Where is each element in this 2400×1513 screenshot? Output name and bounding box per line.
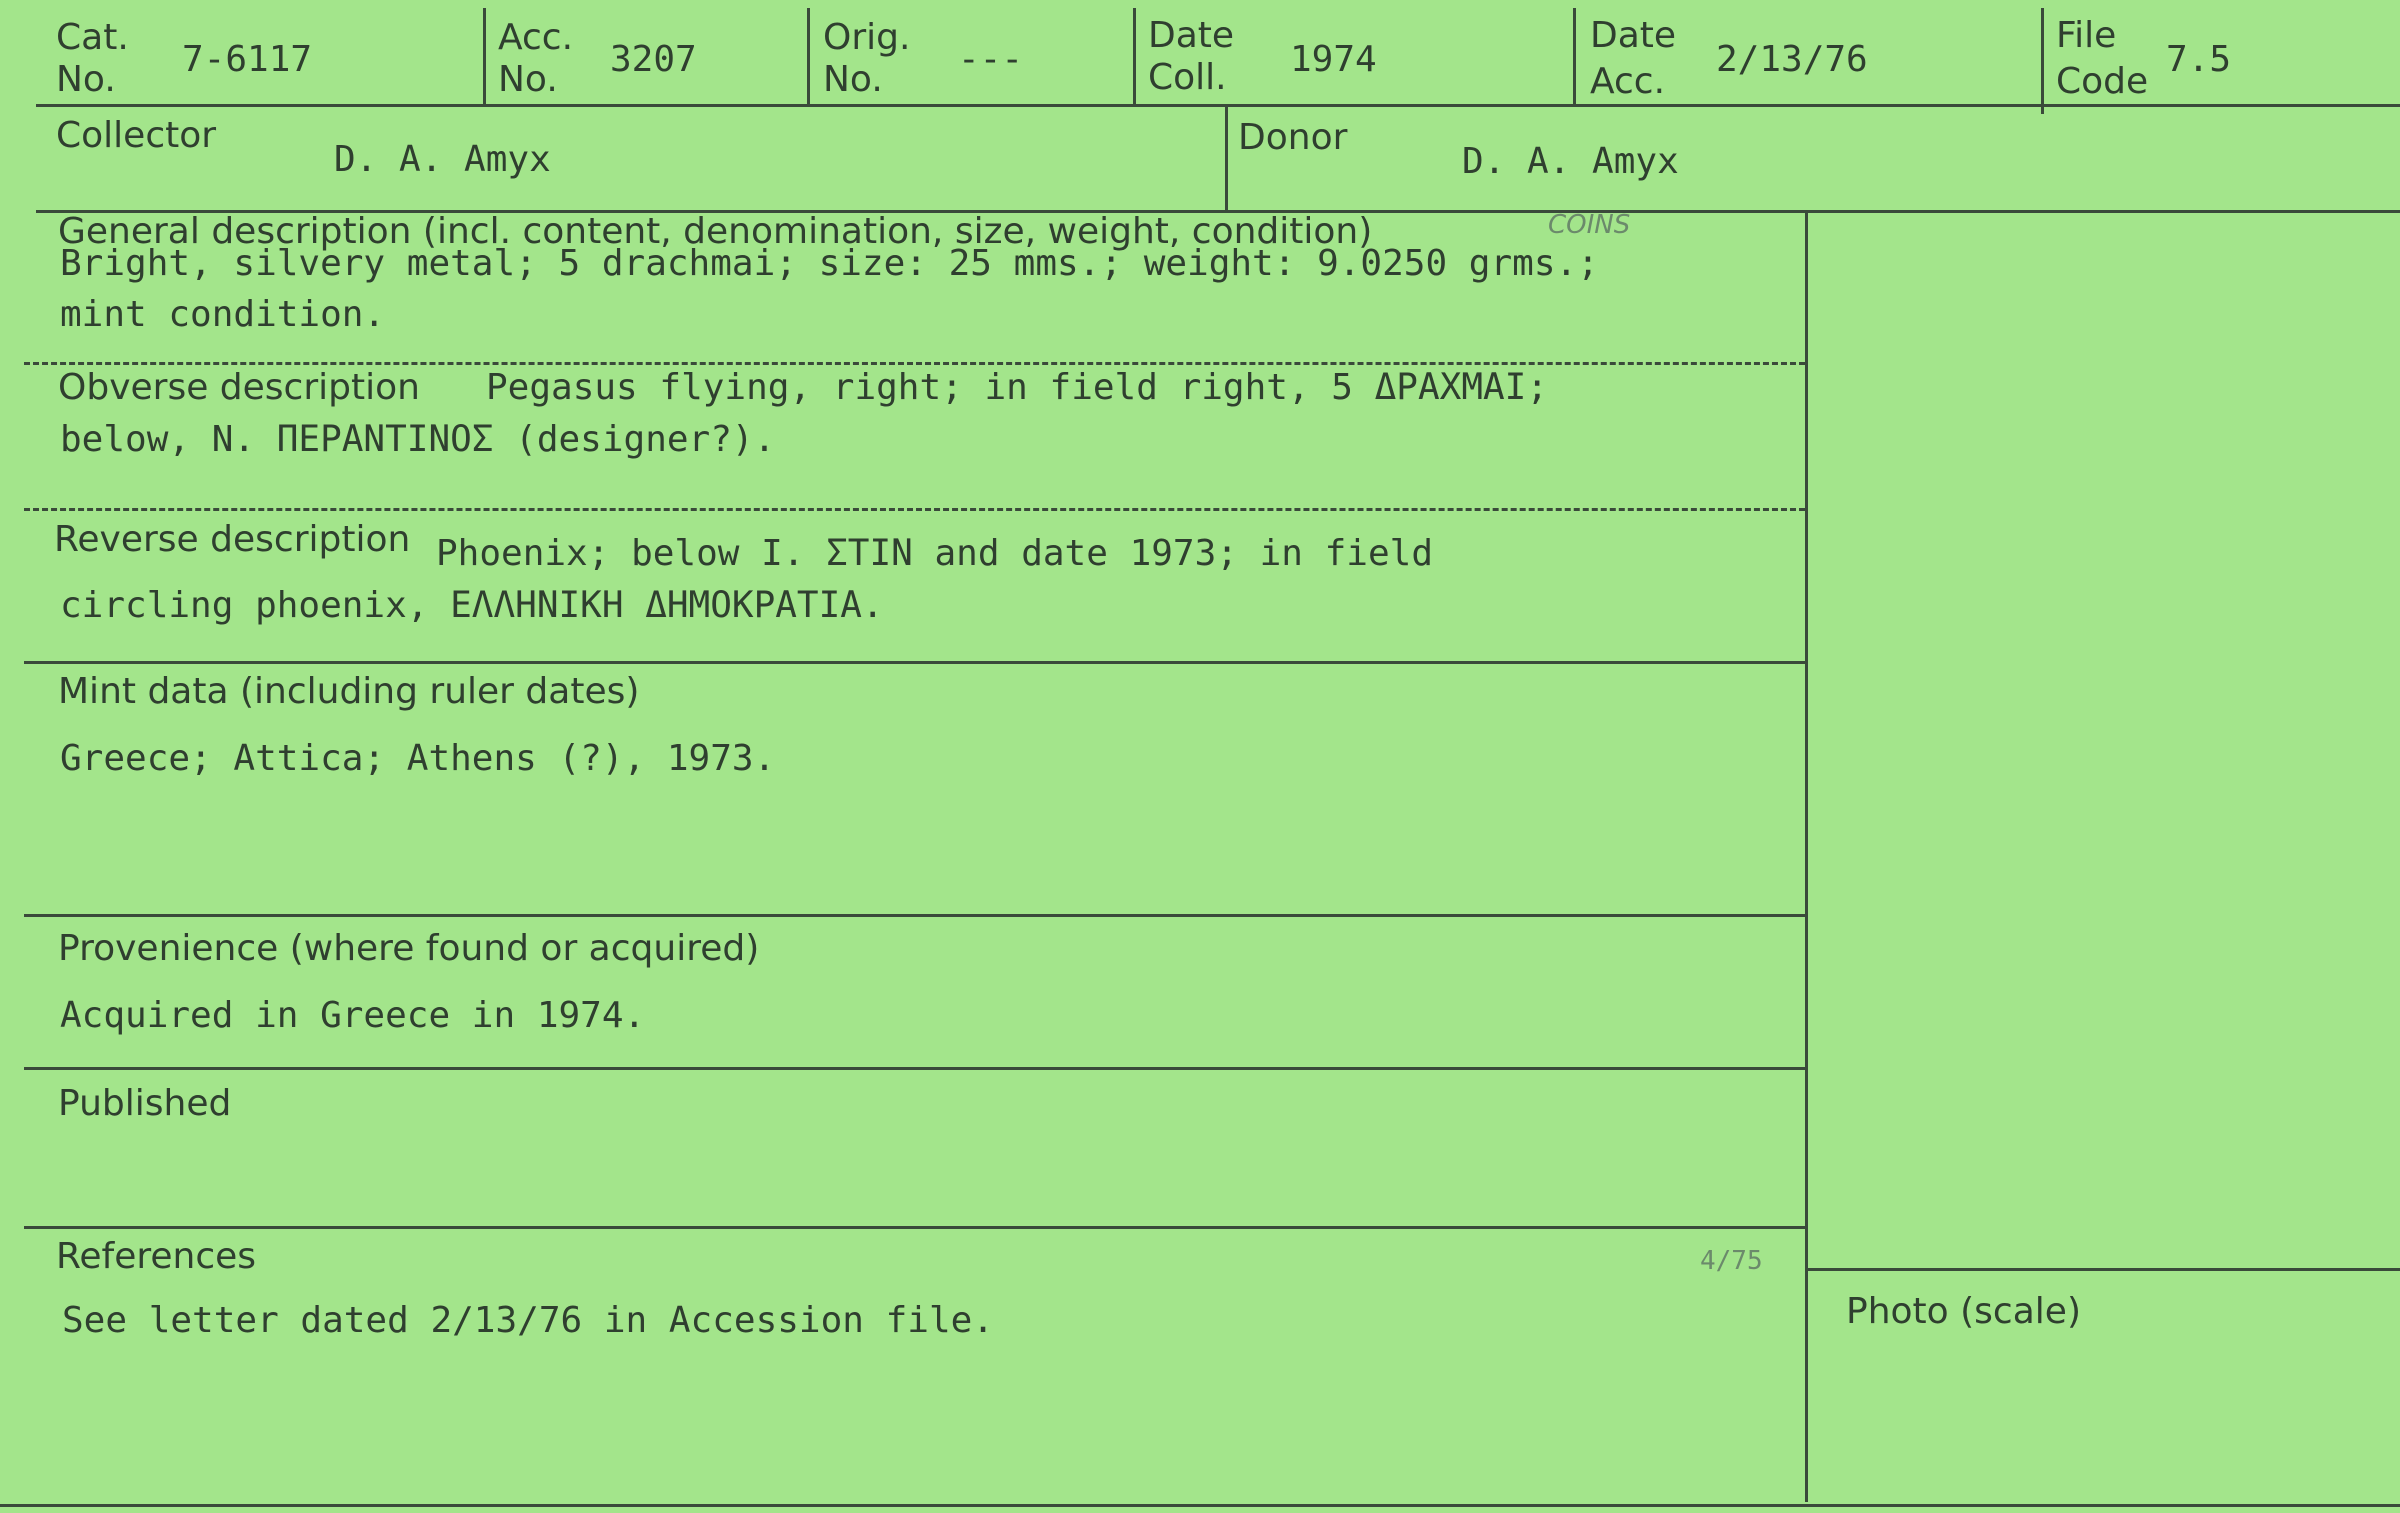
published-label: Published bbox=[58, 1083, 232, 1124]
coins-annotation: COINS bbox=[1548, 210, 1631, 240]
obverse-description-label: Obverse description bbox=[58, 367, 420, 408]
date-coll-value: 1974 bbox=[1290, 39, 1377, 80]
collector-value: D. A. Amyx bbox=[334, 139, 551, 180]
acc-no-label-line2: No. bbox=[498, 59, 558, 100]
date-coll-label-line1: Date bbox=[1148, 15, 1235, 56]
provenience-label: Provenience (where found or acquired) bbox=[58, 928, 760, 969]
collector-donor-divider bbox=[1225, 106, 1228, 212]
acc-no-value: 3207 bbox=[610, 39, 697, 80]
header-divider-4 bbox=[1573, 8, 1576, 106]
photo-column-divider bbox=[1805, 212, 1808, 1502]
cat-no-label-line2: No. bbox=[56, 59, 116, 100]
date-coll-label-line2: Coll. bbox=[1148, 57, 1227, 98]
photo-top-rule bbox=[1805, 1268, 2400, 1271]
obverse-description-line1: Pegasus flying, right; in field right, 5 ΔΡΑΧΜΑΙ; bbox=[486, 367, 1549, 408]
acc-no-label-line1: Acc. bbox=[498, 17, 574, 58]
collector-label: Collector bbox=[56, 115, 217, 156]
mint-bottom-rule bbox=[24, 914, 1805, 917]
general-description-line2: mint condition. bbox=[60, 294, 386, 335]
date-acc-label-line1: Date bbox=[1590, 15, 1677, 56]
date-acc-label-line2: Acc. bbox=[1590, 61, 1666, 102]
mint-data-label: Mint data (including ruler dates) bbox=[58, 671, 640, 712]
cat-no-label-line1: Cat. bbox=[56, 17, 129, 58]
date-acc-value: 2/13/76 bbox=[1716, 39, 1868, 80]
general-description-label: General description (incl. content, denomination, size, weight, condition) bbox=[58, 211, 1373, 252]
orig-no-label-line1: Orig. bbox=[823, 17, 911, 58]
card-bottom-rule bbox=[0, 1504, 2400, 1507]
general-bottom-dashed-rule bbox=[24, 362, 1805, 365]
obverse-description-line2: below, N. ΠΕΡΑΝΤΙΝΟΣ (designer?). bbox=[60, 419, 776, 460]
form-code: 4/75 bbox=[1700, 1246, 1763, 1276]
photo-scale-label: Photo (scale) bbox=[1846, 1291, 2081, 1332]
file-code-value: 7.5 bbox=[2166, 39, 2232, 80]
mint-data-value: Greece; Attica; Athens (?), 1973. bbox=[60, 738, 776, 779]
reverse-description-line1: Phoenix; below I. ΣΤΙΝ and date 1973; in field bbox=[436, 533, 1433, 574]
cat-no-value: 7-6117 bbox=[182, 39, 313, 80]
references-label: References bbox=[56, 1236, 257, 1277]
references-value: See letter dated 2/13/76 in Accession file. bbox=[62, 1300, 994, 1341]
reverse-bottom-rule bbox=[24, 661, 1805, 664]
orig-no-label-line2: No. bbox=[823, 59, 883, 100]
provenience-bottom-rule bbox=[24, 1067, 1805, 1070]
donor-label: Donor bbox=[1238, 117, 1348, 158]
reverse-description-line2: circling phoenix, ΕΛΛΗΝΙΚΗ ΔΗΜΟΚΡΑΤΙΑ. bbox=[60, 585, 884, 626]
provenience-value: Acquired in Greece in 1974. bbox=[60, 995, 646, 1036]
obverse-bottom-dashed-rule bbox=[24, 508, 1805, 511]
general-description-line1: Bright, silvery metal; 5 drachmai; size: 25 mms.; weight: 9.0250 grms.; bbox=[60, 243, 1599, 284]
file-code-label-line1: File bbox=[2056, 15, 2117, 56]
file-code-label-line2: Code bbox=[2056, 61, 2149, 102]
published-bottom-rule bbox=[24, 1226, 1805, 1229]
donor-value: D. A. Amyx bbox=[1462, 141, 1679, 182]
header-divider-1 bbox=[483, 8, 486, 106]
header-divider-3 bbox=[1133, 8, 1136, 106]
header-divider-2 bbox=[807, 8, 810, 106]
reverse-description-label: Reverse description bbox=[54, 519, 411, 560]
orig-no-value: --- bbox=[958, 39, 1024, 80]
header-bottom-rule bbox=[36, 104, 2400, 107]
header-divider-5 bbox=[2041, 8, 2044, 114]
